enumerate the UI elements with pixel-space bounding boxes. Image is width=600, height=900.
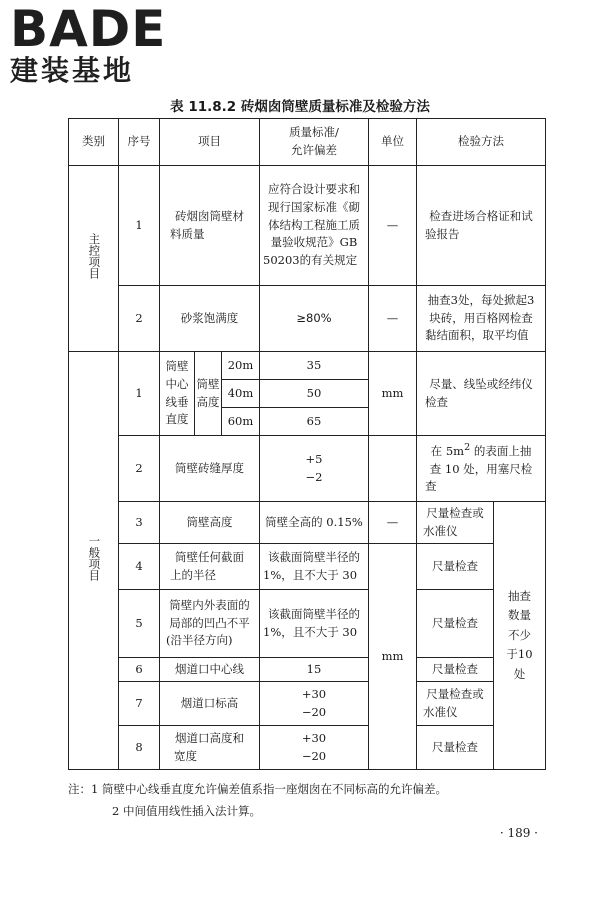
item-cell: 砂浆饱满度 [160, 286, 260, 352]
standard-plus: +30 [301, 686, 327, 701]
seq-cell: 8 [119, 726, 160, 770]
method-cell: 尺量检查 [417, 658, 494, 682]
main-category-label: 主控项目 [87, 232, 102, 279]
standard-minus: −2 [305, 469, 323, 484]
method-cell: 尺量检查 [417, 726, 494, 770]
table-row [69, 166, 546, 286]
standard-cell: ≥80% [260, 286, 369, 352]
standard-cell: 该截面筒壁半径的 1%，且不大于 30 [260, 544, 369, 590]
table-row [69, 352, 546, 380]
logo-subtitle: 建装基地 [10, 54, 135, 87]
item-cell: 筒壁砖缝厚度 [160, 436, 260, 502]
quality-standard-table [68, 118, 546, 770]
item-cell: 筒壁高度 [160, 502, 260, 544]
standard-cell: 35 [260, 352, 369, 380]
brand-logo [10, 0, 210, 90]
unit-cell: — [369, 502, 417, 544]
item-cell: 筒壁任何截面上的半径 [160, 544, 260, 590]
seq-cell: 1 [119, 352, 160, 436]
seq-cell: 2 [119, 436, 160, 502]
table-row [69, 286, 546, 352]
header-seq: 序号 [119, 119, 160, 166]
standard-cell: 筒壁全高的 0.15% [260, 502, 369, 544]
method-cell: 尺量检查 [417, 544, 494, 590]
method-cell: 尽量、线坠或经纬仪检查 [417, 352, 546, 436]
table-row [69, 436, 546, 502]
standard-cell: 15 [260, 658, 369, 682]
method-cell: 尺量检查或水准仪 [417, 502, 494, 544]
item-cell: 烟道口标高 [160, 682, 260, 726]
standard-plus: +30 [301, 730, 327, 745]
standard-cell: 65 [260, 408, 369, 436]
standard-cell [260, 436, 369, 502]
table-header-row [69, 119, 546, 166]
header-unit: 单位 [369, 119, 417, 166]
method-cell: 尺量检查或水准仪 [417, 682, 494, 726]
item-cell: 筒壁内外表面的局部的凹凸不平(沿半径方向) [160, 590, 260, 658]
subitem-cell: 筒壁高度 [195, 352, 222, 436]
table-title: 表 11.8.2 砖烟囱筒壁质量标准及检验方法 [170, 99, 430, 115]
method-superscript: 2 [464, 441, 471, 453]
header-item: 项目 [160, 119, 260, 166]
item-cell: 砖烟囱筒壁材料质量 [160, 166, 260, 286]
seq-cell: 2 [119, 286, 160, 352]
method-text-b: 的表面上抽查 10 处，用塞尺检查 [425, 443, 533, 494]
seq-cell: 7 [119, 682, 160, 726]
standard-cell: 应符合设计要求和现行国家标准《砌体结构工程施工质量验收规范》GB 50203的有关规定 [260, 166, 369, 286]
header-category: 类别 [69, 119, 119, 166]
table-notes [68, 778, 447, 822]
general-category-label: 一般项目 [87, 534, 102, 581]
seq-cell: 5 [119, 590, 160, 658]
standard-cell [260, 682, 369, 726]
sampling-cell [494, 502, 546, 770]
unit-cell: mm [369, 544, 417, 770]
sampling-label: 抽查数量不少于10处 [506, 588, 533, 681]
method-text-a: 在 5m [430, 443, 465, 458]
header-standard [260, 119, 369, 166]
unit-cell: — [369, 166, 417, 286]
page-number: · 189 · [499, 826, 538, 840]
table-row [69, 590, 546, 658]
seq-cell: 3 [119, 502, 160, 544]
seq-cell: 4 [119, 544, 160, 590]
seq-cell: 1 [119, 166, 160, 286]
table-row [69, 502, 546, 544]
note-1: 注：1 筒壁中心线垂直度允许偏差值系指一座烟囱在不同标高的允许偏差。 [68, 782, 447, 796]
height-cell: 20m [222, 352, 260, 380]
method-cell: 抽查3处，每处掀起3块砖，用百格网检查黏结面积，取平均值 [417, 286, 546, 352]
header-standard-line1: 质量标准/ [289, 125, 339, 140]
height-cell: 60m [222, 408, 260, 436]
standard-plus: +5 [305, 451, 323, 466]
method-cell [417, 436, 546, 502]
logo-brand-text: BADE [10, 0, 167, 58]
item-cell: 烟道口中心线 [160, 658, 260, 682]
standard-cell [260, 726, 369, 770]
table-row [69, 726, 546, 770]
unit-cell: mm [369, 352, 417, 436]
height-cell: 40m [222, 380, 260, 408]
main-category-cell [69, 166, 119, 352]
item-cell: 烟道口高度和宽度 [160, 726, 260, 770]
standard-cell: 该截面筒壁半径的 1%，且不大于 30 [260, 590, 369, 658]
seq-cell: 6 [119, 658, 160, 682]
general-category-cell [69, 352, 119, 770]
unit-cell: — [369, 286, 417, 352]
standard-minus: −20 [301, 704, 327, 719]
note-2: 2 中间值用线性插入法计算。 [112, 804, 261, 818]
unit-cell-merged-above [369, 436, 417, 502]
method-cell: 检查进场合格证和试验报告 [417, 166, 546, 286]
header-method: 检验方法 [417, 119, 546, 166]
table-row [69, 544, 546, 590]
table-row [69, 682, 546, 726]
standard-cell: 50 [260, 380, 369, 408]
table-row [69, 658, 546, 682]
standard-minus: −20 [301, 748, 327, 763]
item-cell: 筒壁中心线垂直度 [160, 352, 195, 436]
method-cell: 尺量检查 [417, 590, 494, 658]
header-standard-line2: 允许偏差 [291, 143, 337, 157]
